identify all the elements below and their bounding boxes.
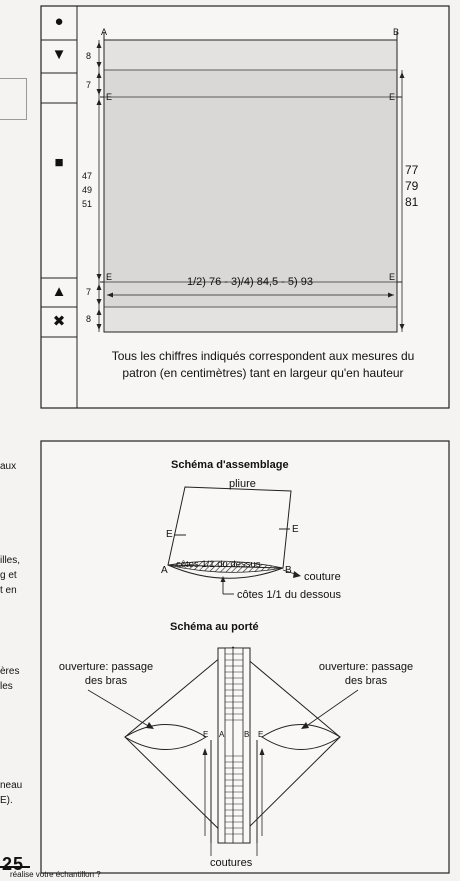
assembly-title: Schéma d'assemblage xyxy=(171,459,289,471)
margin-text: E). xyxy=(0,795,13,806)
measure-middle: 47 xyxy=(82,171,93,181)
measure-lower-band: 7 xyxy=(86,287,92,297)
corner-label-b: B xyxy=(393,27,400,37)
ribs-top-label: côtes 1/1 du dessus xyxy=(176,559,261,570)
ribs-bottom-label: côtes 1/1 du dessous xyxy=(237,589,341,601)
arm-label-line: des bras xyxy=(344,675,388,687)
point-label-e: E xyxy=(106,92,113,102)
page-number: 25 xyxy=(2,854,25,874)
point-label-e: E xyxy=(166,529,173,540)
point-label-e: E xyxy=(389,272,396,282)
margin-text: neau xyxy=(0,780,23,791)
arm-opening-right xyxy=(308,660,424,688)
margin-text: t en xyxy=(0,585,17,596)
point-label-a: A xyxy=(161,565,168,576)
page-number-underline xyxy=(0,866,30,868)
fold-label: pliure xyxy=(229,478,256,490)
point-label-e: E xyxy=(203,730,209,739)
measure-bottom-band: 8 xyxy=(86,314,92,324)
margin-text: aux xyxy=(0,461,17,472)
arm-label-line: ouverture: passage xyxy=(58,661,154,673)
triangle-up-icon: ▲ xyxy=(51,283,67,300)
measure-middle: 51 xyxy=(82,199,93,209)
point-label-e: E xyxy=(292,524,299,535)
arm-label-line: des bras xyxy=(84,675,128,687)
margin-text: g et xyxy=(0,570,17,581)
margin-text: illes, xyxy=(0,555,21,566)
worn-title: Schéma au porté xyxy=(170,621,259,633)
measure-top-band: 8 xyxy=(86,51,92,61)
point-label-e: E xyxy=(106,272,113,282)
caption-line: patron (en centimètres) tant en largeur qu'en hauteur xyxy=(122,366,404,380)
point-label-a: A xyxy=(219,730,225,739)
seams-label: coutures xyxy=(210,857,253,869)
caption-line: Tous les chiffres indiqués correspondent aux mesures du xyxy=(111,349,415,363)
margin-text: les xyxy=(0,681,13,692)
measure-right: 77 xyxy=(405,163,419,177)
point-label-e: E xyxy=(389,92,396,102)
square-icon: ■ xyxy=(54,154,64,171)
point-label-b: B xyxy=(285,565,292,576)
point-label-b: B xyxy=(244,730,250,739)
measure-upper-band: 7 xyxy=(86,80,92,90)
margin-text: ères xyxy=(0,666,20,677)
cross-icon: ✖ xyxy=(52,313,66,330)
point-label-e: E xyxy=(258,730,264,739)
measure-right: 79 xyxy=(405,179,419,193)
corner-label-a: A xyxy=(101,27,108,37)
measure-right: 81 xyxy=(405,195,419,209)
measure-middle: 49 xyxy=(82,185,93,195)
arm-label-line: ouverture: passage xyxy=(318,661,414,673)
seam-label: couture xyxy=(304,571,341,583)
circle-icon: ● xyxy=(54,13,64,30)
arm-opening-left xyxy=(48,660,164,688)
footer-text: réalise votre échantillon ? xyxy=(10,870,101,879)
width-measure: 1/2) 76 - 3)/4) 84,5 - 5) 93 xyxy=(187,276,313,288)
triangle-down-icon: ▼ xyxy=(51,46,67,63)
